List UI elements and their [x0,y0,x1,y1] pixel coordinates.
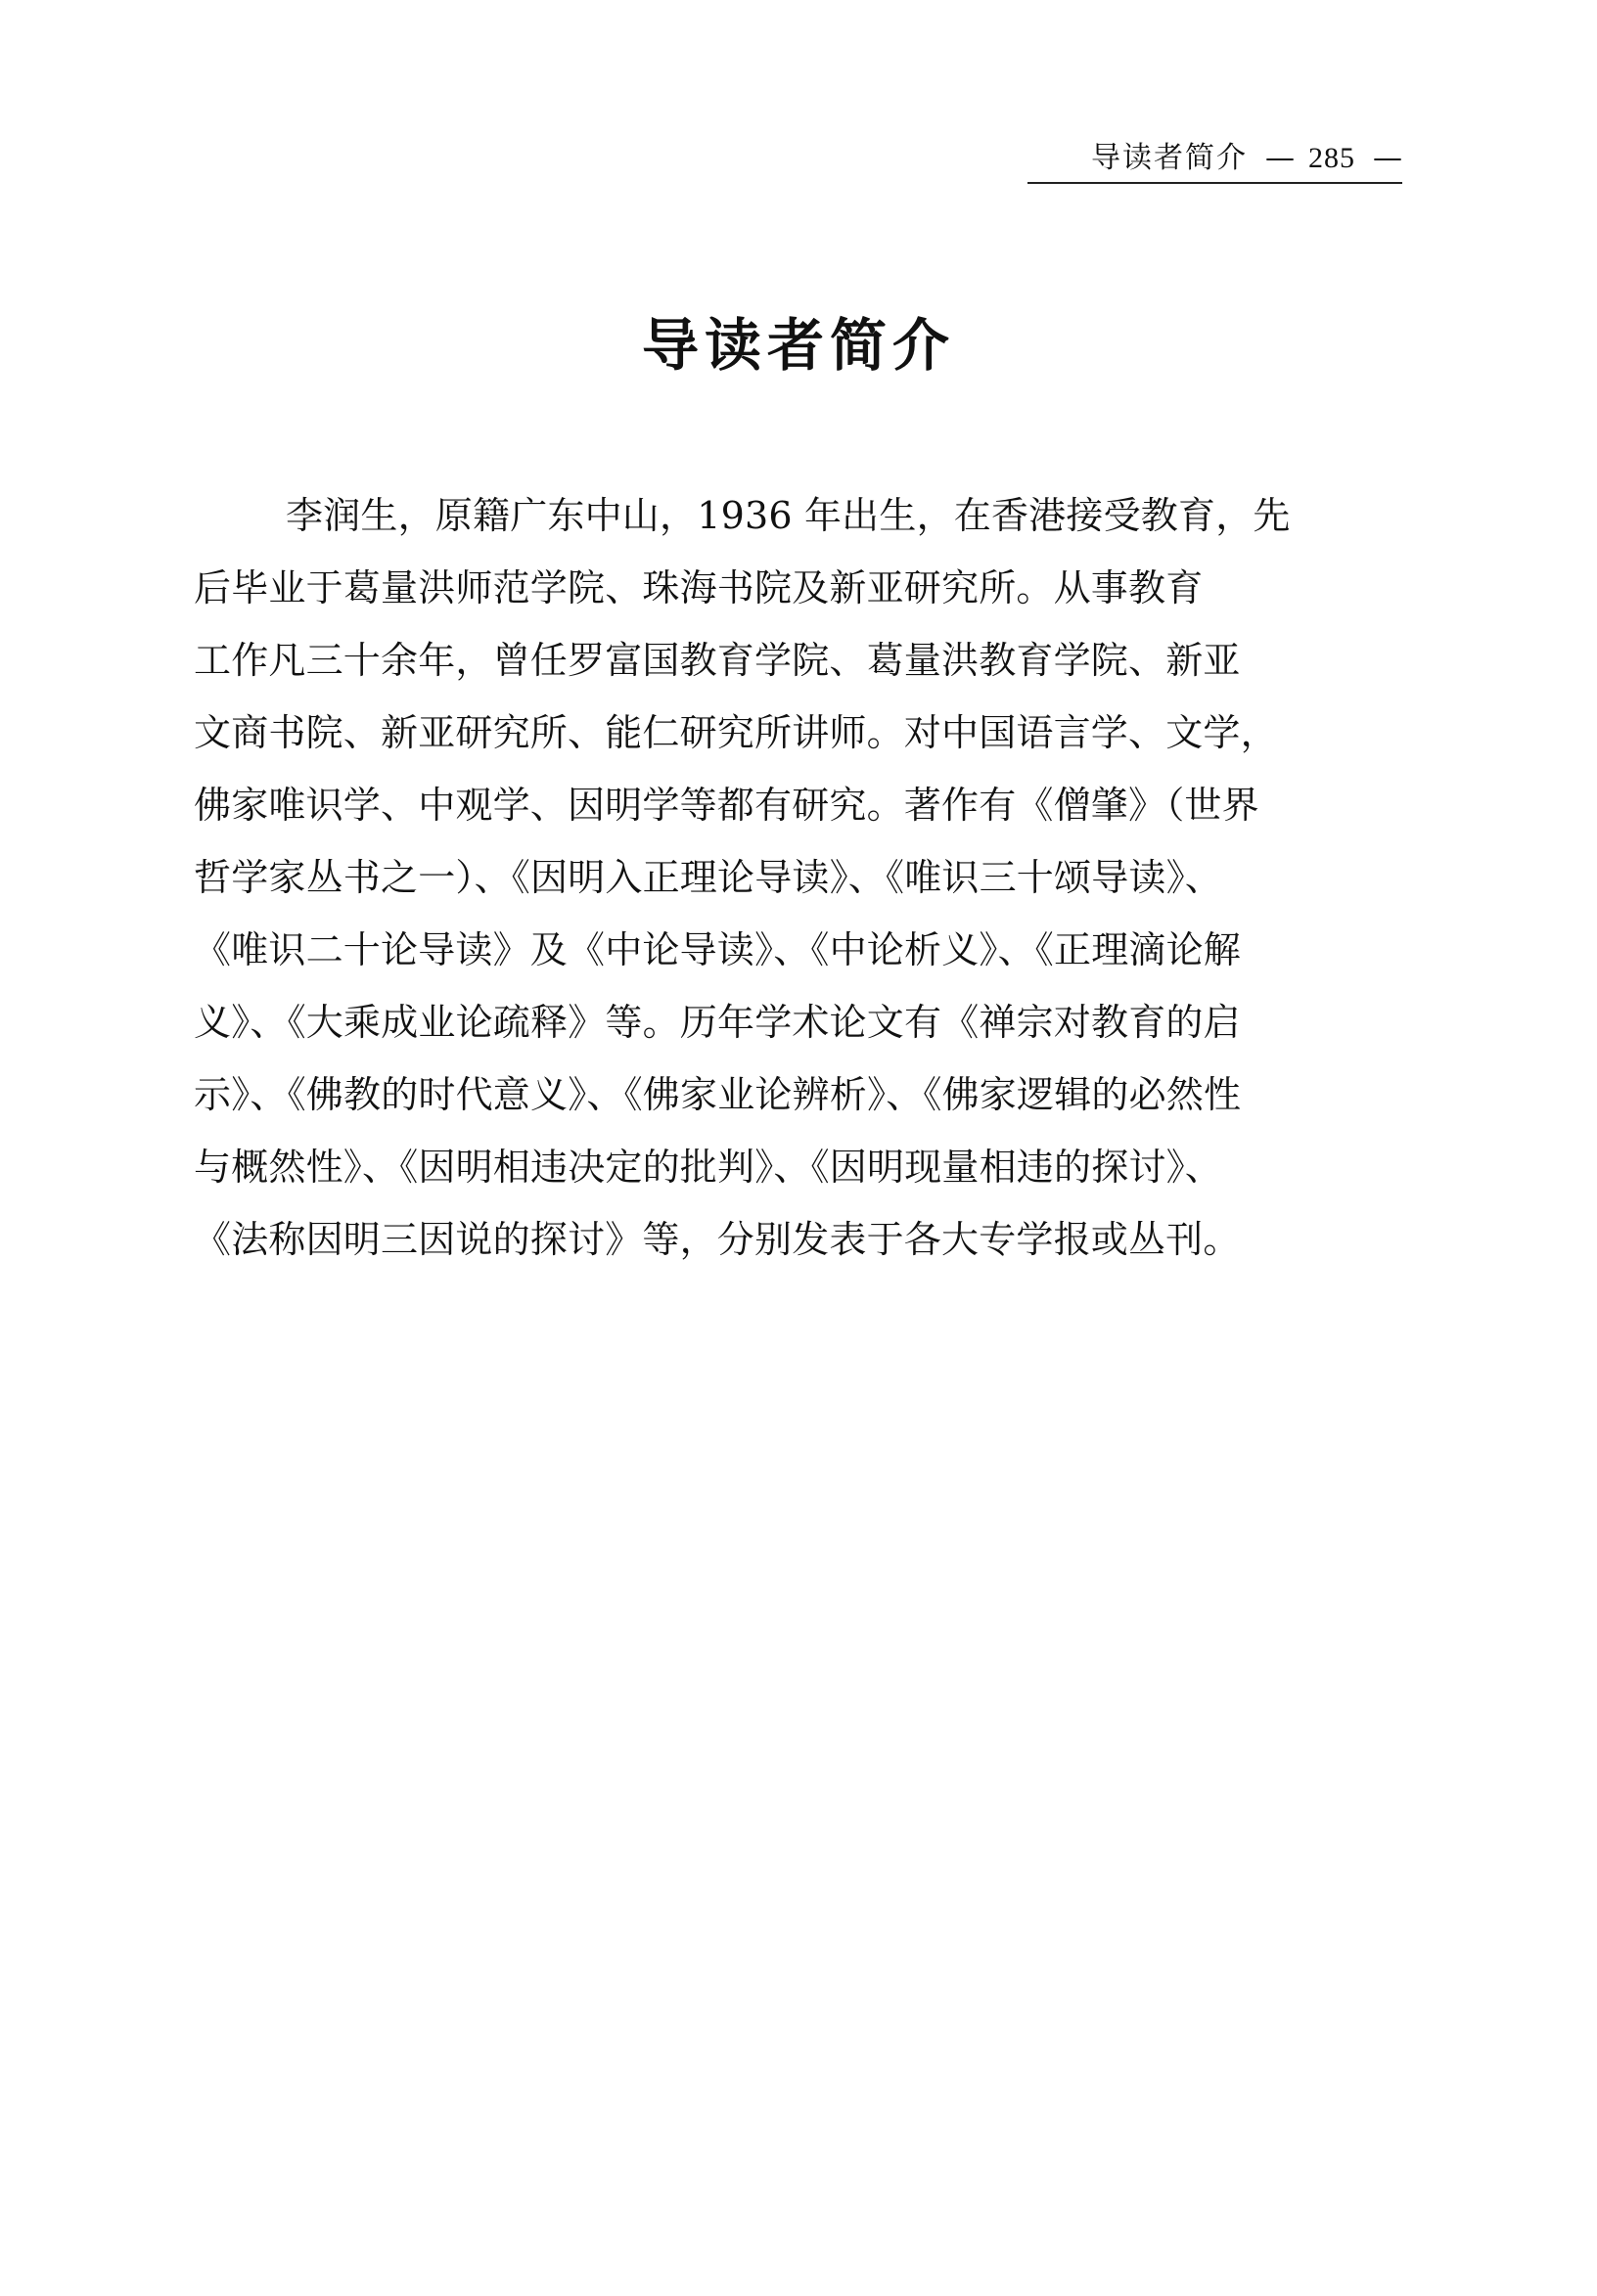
header-section-title: 导读者简介 [1091,141,1248,175]
paragraph-line: 与概然性》、《因明相违决定的批判》、《因明现量相违的探讨》、 [194,1146,1223,1189]
biography-paragraph [194,479,1402,1276]
page-title: 导读者简介 [641,312,955,379]
header-dash-right: — [1373,141,1402,175]
paragraph-line: 哲学家丛书之一）、《因明入正理论导读》、《唯识三十颂导读》、 [194,856,1223,899]
paragraph-line: 李润生，原籍广东中山，1936 年出生，在香港接受教育，先 [286,494,1291,537]
paragraph-line: 工作凡三十余年，曾任罗富国教育学院、葛量洪教育学院、新亚 [194,639,1241,682]
paragraph-line: 《唯识二十论导读》及《中论导读》、《中论析义》、《正理滴论解 [194,928,1242,971]
header-dash-left: — [1265,141,1295,175]
paragraph-line: 示》、《佛教的时代意义》、《佛家业论辨析》、《佛家逻辑的必然性 [194,1073,1242,1116]
paragraph-line: 《法称因明三因说的探讨》等，分别发表于各大专学报或丛刊。 [194,1218,1241,1261]
paragraph-line: 后毕业于葛量洪师范学院、珠海书院及新亚研究所。从事教育 [194,566,1204,609]
paragraph-line: 文商书院、新亚研究所、能仁研究所讲师。对中国语言学、文学， [194,711,1278,754]
paragraph-line: 义》、《大乘成业论疏释》等。历年学术论文有《禅宗对教育的启 [194,1001,1241,1044]
running-header [1027,139,1402,184]
paragraph-line: 佛家唯识学、中观学、因明学等都有研究。著作有《僧肇》（世界 [194,784,1259,827]
page-number: 285 [1308,142,1355,174]
